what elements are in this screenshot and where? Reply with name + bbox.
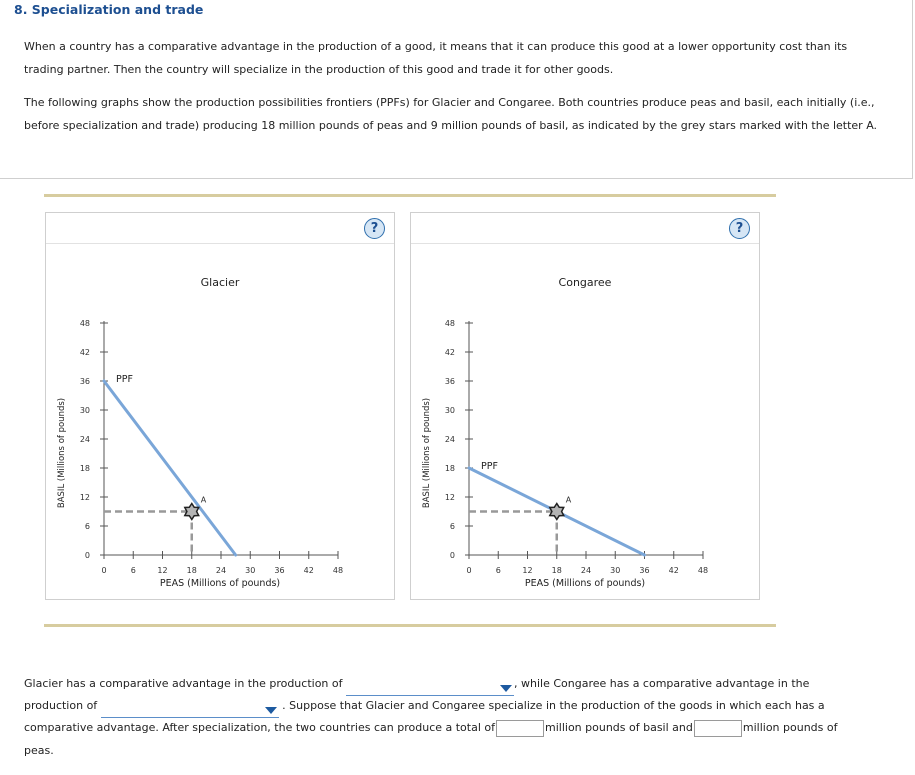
question-line-1 [24, 673, 890, 696]
question-text-6: million pounds of basil and [545, 721, 693, 734]
question-line-4 [24, 740, 890, 763]
x-tick-label: 42 [303, 566, 314, 575]
x-axis-title: PEAS (Millions of pounds) [524, 578, 646, 589]
y-tick-label: 48 [444, 319, 455, 328]
x-tick-label: 0 [466, 566, 472, 575]
glacier-graph-panel [45, 212, 395, 600]
question-title: 8. Specialization and trade [14, 2, 204, 17]
y-tick-label: 6 [449, 522, 455, 531]
peas-total-input[interactable] [694, 720, 742, 737]
y-tick-label: 36 [444, 377, 455, 386]
x-tick-label: 48 [697, 566, 709, 575]
congaree-panel-header [411, 213, 759, 244]
chevron-down-icon [265, 707, 277, 714]
intro-paragraph-1: When a country has a comparative advantage in the production of a good, it means that it can produce this good at a lower opportunity cost than its trading partner. Then the country will specialize in the production of this good and trade it for other goods. [24, 40, 848, 76]
question-text-1: Glacier has a comparative advantage in the production of [24, 677, 343, 690]
y-tick-label: 6 [84, 522, 90, 531]
x-tick-label: 12 [522, 566, 533, 575]
question-text-5: comparative advantage. After specialization, the two countries can produce a total of [24, 721, 495, 734]
x-tick-label: 30 [610, 566, 621, 575]
y-axis-title: BASIL (Millions of pounds) [422, 397, 432, 509]
x-axis-title: PEAS (Millions of pounds) [159, 578, 281, 589]
x-tick-label: 18 [186, 566, 197, 575]
x-tick-label: 30 [245, 566, 256, 575]
x-tick-label: 6 [495, 566, 501, 575]
y-tick-label: 0 [449, 551, 455, 560]
y-tick-label: 12 [444, 493, 455, 502]
ppf-line [104, 381, 236, 555]
x-tick-label: 18 [551, 566, 562, 575]
y-tick-label: 24 [444, 435, 455, 444]
divider-bottom [44, 624, 776, 627]
y-tick-label: 36 [79, 377, 90, 386]
congaree-chart [411, 244, 757, 598]
question-text-7: million pounds of [742, 721, 838, 734]
x-tick-label: 42 [668, 566, 679, 575]
point-a-label: A [200, 495, 207, 505]
chevron-down-icon [500, 685, 512, 692]
point-a-star-icon [550, 504, 564, 520]
ppf-label: PPF [481, 461, 498, 472]
y-axis-title: BASIL (Millions of pounds) [57, 397, 67, 509]
question-text-3: production of [24, 699, 98, 712]
glacier-panel-header [46, 213, 394, 244]
divider-top [44, 194, 776, 197]
x-tick-label: 6 [130, 566, 136, 575]
y-tick-label: 48 [79, 319, 90, 328]
dropdown-congaree-advantage[interactable] [101, 703, 279, 718]
y-tick-label: 18 [444, 464, 455, 473]
y-tick-label: 42 [444, 348, 455, 357]
help-icon[interactable]: ? [364, 218, 385, 239]
y-tick-label: 0 [84, 551, 90, 560]
chart-title: Glacier [200, 276, 240, 289]
question-text-2: , while Congaree has a comparative advantage in the [514, 677, 810, 690]
y-tick-label: 30 [444, 406, 455, 415]
y-tick-label: 18 [79, 464, 90, 473]
point-a-label: A [565, 495, 572, 505]
y-tick-label: 30 [79, 406, 90, 415]
congaree-graph-panel [410, 212, 760, 600]
help-icon[interactable]: ? [729, 218, 750, 239]
basil-total-input[interactable] [496, 720, 544, 737]
x-tick-label: 36 [274, 566, 285, 575]
x-tick-label: 12 [157, 566, 168, 575]
x-tick-label: 24 [580, 566, 592, 575]
y-tick-label: 12 [79, 493, 90, 502]
question-line-3 [24, 717, 890, 740]
dropdown-glacier-advantage[interactable] [346, 681, 514, 696]
x-tick-label: 48 [332, 566, 344, 575]
x-tick-label: 36 [639, 566, 650, 575]
question-text-8: peas. [24, 744, 54, 757]
question-line-2 [24, 695, 890, 718]
y-tick-label: 42 [79, 348, 90, 357]
intro-paragraph-2: The following graphs show the production possibilities frontiers (PPFs) for Glacier and Congaree. Both countries produce peas and basil, each initially (i.e., before specialization and trade) producing 18 million pounds of peas and 9 million pounds of basil, as indicated by the grey stars marked with the letter A. [24, 96, 878, 132]
question-text-4: . Suppose that Glacier and Congaree specialize in the production of the goods in which each has a [282, 699, 825, 712]
chart-title: Congaree [558, 276, 612, 289]
glacier-chart [46, 244, 392, 598]
intro-section [0, 0, 913, 179]
x-tick-label: 24 [215, 566, 227, 575]
ppf-label: PPF [116, 374, 133, 385]
x-tick-label: 0 [101, 566, 107, 575]
y-tick-label: 24 [79, 435, 90, 444]
